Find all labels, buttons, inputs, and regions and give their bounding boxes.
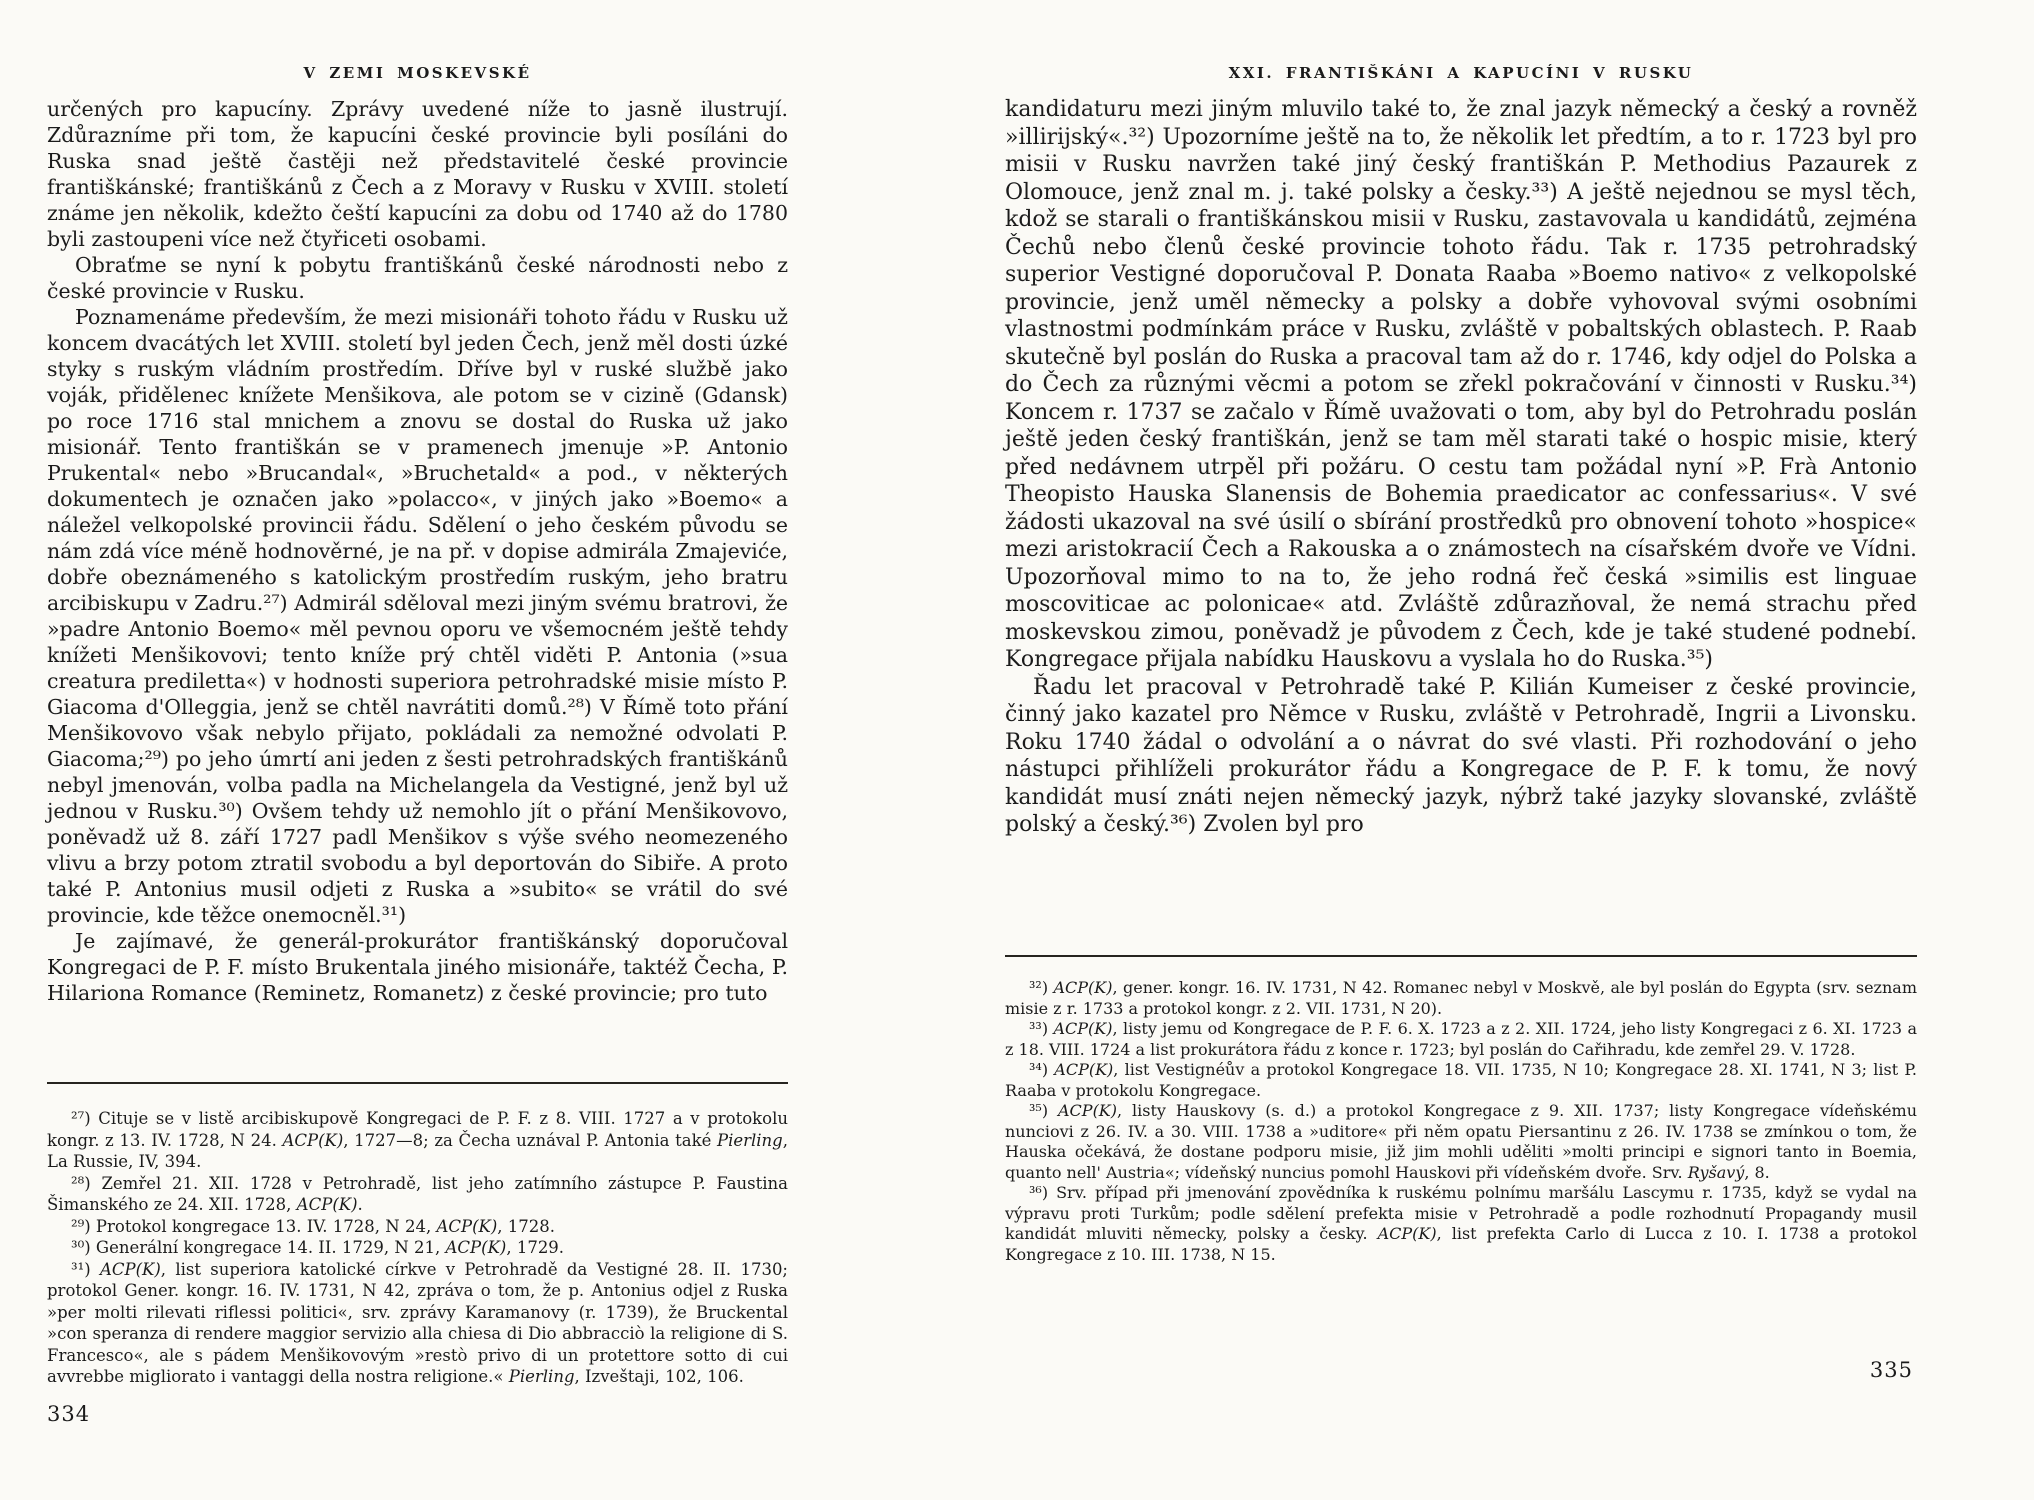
paragraph: kandidaturu mezi jiným mluvilo také to, že znal jazyk německý a český a rovněž »illirijský«.³²) Upozorníme ještě na to, že několik let předtím, a to r. 1723 byl pro misii v Rusku navržen také jiný český františkán P. Methodius Pazaurek z Olomouce, jenž znal m. j. také polsky a česky.³³) A ještě nejednou se mysl těch, kdož se starali o františkánskou misii v Rusku, zastavovala u kandidátů, zejména Čechů nebo členů české provincie tohoto řádu. Tak r. 1735 petrohradský superior Vestigné doporučoval P. Donata Raaba »Boemo nativo« z velkopolské provincie, jenž uměl německy a polsky a dobře vyhovoval svými osobními vlastnostmi podmínkám práce v Rusku, zvláště v pobaltských oblastech. P. Raab skutečně byl poslán do Ruska a pracoval tam až do r. 1746, kdy odjel do Polska a do Čech za různými věcmi a potom se zřekl pokračování v činnosti v Rusku.³⁴) Koncem r. 1737 se začalo v Římě uvažovati o tom, aby byl do Petrohradu poslán ještě jeden český františkán, jenž se tam měl starati také o hospic misie, který před nedávnem utrpěl při požáru. O cestu tam požádal nyní »P. Frà Antonio Theopisto Hauska Slanensis de Bohemia praedicator ac confessarius«. V své žádosti ukazoval na své úsilí o sbírání prostředků pro obnovení tohoto »hospice« mezi aristokracií Čech a Rakouska a o známostech na císařském dvoře ve Vídni. Upozorňoval mimo to na to, že jeho rodná řeč česká »similis est linguae moscoviticae ac polonicae« atd. Zvláště zdůrazňoval, že nemá strachu před moskevskou zimou, poněvadž je původem z Čech, kde je také studené podnebí. Kongregace přijala nabídku Hauskovu a vyslala ho do Ruska.³⁵)	[1005, 97, 1917, 672]
paragraph: Obraťme se nyní k pobytu františkánů české národnosti nebo z české provincie v Rusku.	[47, 253, 788, 303]
footnote: ²⁹) Protokol kongregace 13. IV. 1728, N 24, ACP(K), 1728.	[71, 1216, 556, 1236]
right-body-text	[1005, 96, 1917, 839]
footnote: ³⁵) ACP(K), listy Hauskovy (s. d.) a protokol Kongregace z 9. XII. 1737; listy Kongregace vídeňskému nunciovi z 26. IV. a 30. VIII. 1738 a »uditore« při něm opatu Piersantinu z 26. IV. 1738 se zmínkou o tom, že Hauska očekává, že dostane podporu misie, již jim mohli uděliti »molti principi e signori tanto in Boemia, quanto nell' Austria«; vídeňský nuncius pomohl Hauskovi při vídeňském dvoře. Srv. Ryšavý, 8.	[1005, 1101, 1918, 1182]
paragraph: Poznamenáme především, že mezi misionáři tohoto řádu v Rusku už koncem dvacátých let XVIII. století byl jeden Čech, jenž měl dosti úzké styky s ruským vládním prostředím. Dříve byl v ruské službě jako voják, přidělenec knížete Menšikova, ale potom se v cizině (Gdansk) po roce 1716 stal mnichem a znovu se dostal do Ruska už jako misionář. Tento františkán se v pramenech jmenuje »P. Antonio Prukental« nebo »Brucandal«, »Bruchetald« a pod., v některých dokumentech je označen jako »polacco«, v jiných jako »Boemo« a náležel velkopolské provincii řádu. Sdělení o jeho českém původu se nám zdá více méně hodnověrné, je na př. v dopise admirála Zmajeviće, dobře obeznámeného s katolickým prostředím ruským, jeho bratru arcibiskupu v Zadru.²⁷) Admirál sděloval mezi jiným svému bratrovi, že »padre Antonio Boemo« měl pevnou oporu ve všemocném ještě tehdy knížeti Menšikovovi; tento kníže prý chtěl viděti P. Antonia (»sua creatura prediletta«) v hodnosti superiora petrohradské misie místo P. Giacoma d'Olleggia, jenž se chtěl navrátiti domů.²⁸) V Římě toto přání Menšikovovo však nebylo přijato, pokládali za nemožné odvolati P. Giacoma;²⁹) po jeho úmrtí ani jeden z šesti petrohradských františkánů nebyl jmenován, volba padla na Michelangela da Vestigné, jenž byl už jednou v Rusku.³⁰) Ovšem tehdy už nemohlo jít o přání Menšikovovo, poněvadž už 8. září 1727 padl Menšikov s výše svého neomezeného vlivu a brzy potom ztratil svobodu a byl deportován do Sibiře. A proto také P. Antonius musil odjeti z Ruska a »subito« se vrátil do své provincie, kde těžce onemocněl.³¹)	[47, 305, 788, 927]
right-page	[1005, 60, 1917, 1500]
footnote: ³⁰) Generální kongregace 14. II. 1729, N 21, ACP(K), 1729.	[71, 1238, 565, 1257]
left-footnotes	[47, 1108, 788, 1388]
footnote-divider	[1005, 955, 1917, 957]
paragraph: Řadu let pracoval v Petrohradě také P. Kilián Kumeiser z české provincie, činný jako kazatel pro Němce v Rusku, zvláště v Petrohradě, Ingrii a Livonsku. Roku 1740 žádal o odvolání a o návrat do své vlasti. Při rozhodování o jeho nástupci přihlíželi prokurátor řádu a Kongregace de P. F. k tomu, že nový kandidát musí znáti nejen německý jazyk, nýbrž také jazyky slovanské, zvláště polský a český.³⁶) Zvolen byl pro	[1005, 674, 1917, 837]
left-body-text	[47, 96, 788, 1006]
footnote: ²⁸) Zemřel 21. XII. 1728 v Petrohradě, list jeho zatímního zástupce P. Faustina Šimanského ze 24. XII. 1728, ACP(K).	[47, 1173, 788, 1214]
left-page	[47, 60, 788, 1500]
footnote: ³³) ACP(K), listy jemu od Kongregace de P. F. 6. X. 1723 a z 2. XII. 1724, jeho listy Kongregaci z 6. XI. 1723 a z 18. VIII. 1724 a list prokurátora řádu z konce r. 1723; byl poslán do Cařihradu, kde zemřel 29. V. 1728.	[1005, 1019, 1917, 1059]
left-running-head: V ZEMI MOSKEVSKÉ	[303, 64, 532, 82]
right-footnotes	[1005, 978, 1917, 1265]
footnote: ³⁴) ACP(K), list Vestignéův a protokol Kongregace 18. VII. 1735, N 10; Kongregace 28. XI. 1741, N 3; list P. Raaba v protokolu Kongregace.	[1005, 1060, 1917, 1100]
footnote: ³¹) ACP(K), list superiora katolické církve v Petrohradě da Vestigné 28. II. 1730; protokol Gener. kongr. 16. IV. 1731, N 42, zpráva o tom, že p. Antonius odjel z Ruska »per molti rilevati riflessi politici«, srv. zprávy Karamanovy (r. 1739), že Bruckental »con speranza di rendere maggior servizio alla chiesa di Dio abbracciò la religione di S. Francesco«, ale s pádem Menšikovovým »restò privo di un protettore sotto di cui avvrebbe migliorato i vantaggi della nostra religione.« Pierling, Izveštaji, 102, 106.	[47, 1259, 788, 1386]
right-running-head: XXI. FRANTIŠKÁNI A KAPUCÍNI V RUSKU	[1228, 64, 1694, 82]
footnote: ²⁷) Cituje se v listě arcibiskupově Kongregaci de P. F. z 8. VIII. 1727 a v protokolu kongr. z 13. IV. 1728, N 24. ACP(K), 1727—8; za Čecha uznával P. Antonia také Pierling, La Russie, IV, 394.	[47, 1109, 788, 1171]
footnote: ³⁶) Srv. případ při jmenování zpovědníka k ruskému polnímu maršálu Lascymu r. 1735, když se vydal na výpravu proti Turkům; podle sdělení prefekta misie v Petrohradě a podle rozhodnutí Propagandy musil kandidát mluviti německy, polsky a česky. ACP(K), list prefekta Carlo di Lucca z 10. I. 1738 a protokol Kongregace z 10. III. 1738, N 15.	[1005, 1183, 1917, 1264]
footnote: ³²) ACP(K), gener. kongr. 16. IV. 1731, N 42. Romanec nebyl v Moskvě, ale byl poslán do Egypta (srv. seznam misie z r. 1733 a protokol kongr. z 2. VII. 1731, N 20).	[1005, 978, 1917, 1018]
footnote-divider	[47, 1082, 788, 1084]
paragraph: určených pro kapucíny. Zprávy uvedené níže to jasně ilustrují. Zdůrazníme při tom, že kapucíni české provincie byli posíláni do Ruska snad ještě častěji než představitelé české provincie františkánské; františkánů z Čech a z Moravy v Rusku v XVIII. století známe jen několik, kdežto čeští kapucíni za dobu od 1740 až do 1780 byli zastoupeni více než čtyřiceti osobami.	[47, 97, 788, 251]
paragraph: Je zajímavé, že generál-prokurátor františkánský doporučoval Kongregaci de P. F. místo Brukentala jiného misionáře, taktéž Čecha, P. Hilariona Romance (Reminetz, Romanetz) z české provincie; pro tuto	[47, 929, 788, 1005]
right-page-number: 335	[1869, 1358, 1913, 1382]
left-page-number: 334	[47, 1402, 91, 1426]
